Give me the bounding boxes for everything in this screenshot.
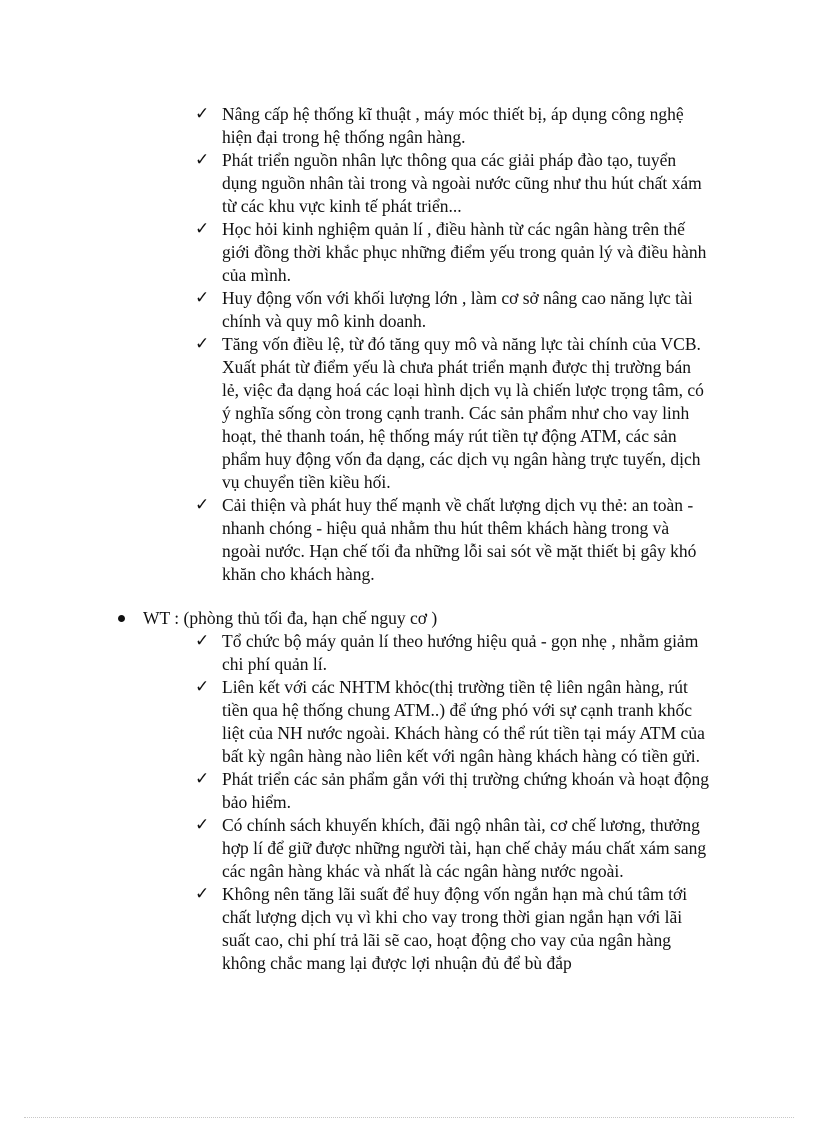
list-item <box>190 149 710 218</box>
page-bottom-divider <box>24 1117 794 1118</box>
checkmark-icon: ✓ <box>195 631 210 651</box>
list-item-text: Cải thiện và phát huy thế mạnh về chất lượng dịch vụ thẻ: an toàn - nhanh chóng - hiệu quả nhằm thu hút thêm khách hàng trong và ngoài nước. Hạn chế tối đa những lỗi sai sót về mặt thiết bị gây khó khăn cho khách hàng. <box>222 495 697 584</box>
checkmark-icon: ✓ <box>195 288 210 308</box>
list-item <box>190 218 710 287</box>
list-item <box>190 676 710 768</box>
wt-heading-text: WT : (phòng thủ tối đa, hạn chế nguy cơ ) <box>143 608 438 628</box>
list-item <box>190 494 710 586</box>
wt-strategy-list <box>190 630 710 975</box>
list-item <box>190 768 710 814</box>
list-item <box>190 103 710 149</box>
checkmark-icon: ✓ <box>195 150 210 170</box>
list-item-text: Phát triển các sản phẩm gắn với thị trường chứng khoán và hoạt động bảo hiểm. <box>222 769 710 812</box>
checkmark-icon: ✓ <box>195 884 210 904</box>
list-item-text: Không nên tăng lãi suất để huy động vốn ngắn hạn mà chú tâm tới chất lượng dịch vụ vì khi cho vay trong thời gian ngắn hạn với lãi suất cao, chi phí trả lãi sẽ cao, hoạt động cho vay của ngân hàng không chắc mang lại được lợi nhuận đủ để bù đắp <box>222 884 688 973</box>
so-strategy-list <box>190 103 710 586</box>
bullet-icon <box>118 615 125 622</box>
list-item-text: Tổ chức bộ máy quản lí theo hướng hiệu quả - gọn nhẹ , nhằm giảm chi phí quản lí. <box>222 631 699 674</box>
list-item-text: Liên kết với các NHTM khỏc(thị trường tiền tệ liên ngân hàng, rút tiền qua hệ thống chung ATM..) để ứng phó với sự cạnh tranh khốc liệt của NH nước ngoài. Khách hàng có thể rút tiền tại máy ATM của bất kỳ ngân hàng nào liên kết với ngân hàng khách hàng có tiền gửi. <box>222 677 705 766</box>
checkmark-icon: ✓ <box>195 677 210 697</box>
list-item <box>190 333 710 494</box>
list-item-text: Phát triển nguồn nhân lực thông qua các giải pháp đào tạo, tuyển dụng nguồn nhân tài trong và ngoài nước cũng như thu hút chất xám từ các khu vực kinh tế phát triển... <box>222 150 702 216</box>
list-item-text: Có chính sách khuyến khích, đãi ngộ nhân tài, cơ chế lương, thưởng hợp lí để giữ được những người tài, hạn chế chảy máu chất xám sang các ngân hàng khác và nhất là các ngân hàng nước ngoài. <box>222 815 707 881</box>
checkmark-icon: ✓ <box>195 815 210 835</box>
list-item <box>190 287 710 333</box>
checkmark-icon: ✓ <box>195 104 210 124</box>
list-item-text: Nâng cấp hệ thống kĩ thuật , máy móc thiết bị, áp dụng công nghệ hiện đại trong hệ thống ngân hàng. <box>222 104 684 147</box>
list-item-text: Học hỏi kinh nghiệm quản lí , điều hành từ các ngân hàng trên thế giới đồng thời khắc phục những điểm yếu trong quản lý và điều hành của mình. <box>222 219 707 285</box>
list-item-text: Tăng vốn điều lệ, từ đó tăng quy mô và năng lực tài chính của VCB. Xuất phát từ điểm yếu là chưa phát triển mạnh được thị trường bán lẻ, việc đa dạng hoá các loại hình dịch vụ là chiến lược trọng tâm, có ý nghĩa sống còn trong cạnh tranh. Các sản phẩm như cho vay linh hoạt, thẻ thanh toán, hệ thống máy rút tiền tự động ATM, các sản phẩm huy động vốn đa dạng, các dịch vụ ngân hàng trực tuyến, dịch vụ chuyển tiền kiều hối. <box>222 334 704 492</box>
checkmark-icon: ✓ <box>195 219 210 239</box>
list-item <box>190 630 710 676</box>
checkmark-icon: ✓ <box>195 495 210 515</box>
checkmark-icon: ✓ <box>195 334 210 354</box>
list-item <box>190 814 710 883</box>
checkmark-icon: ✓ <box>195 769 210 789</box>
list-item <box>190 883 710 975</box>
list-item-text: Huy động vốn với khối lượng lớn , làm cơ sở nâng cao năng lực tài chính và quy mô kinh doanh. <box>222 288 693 331</box>
